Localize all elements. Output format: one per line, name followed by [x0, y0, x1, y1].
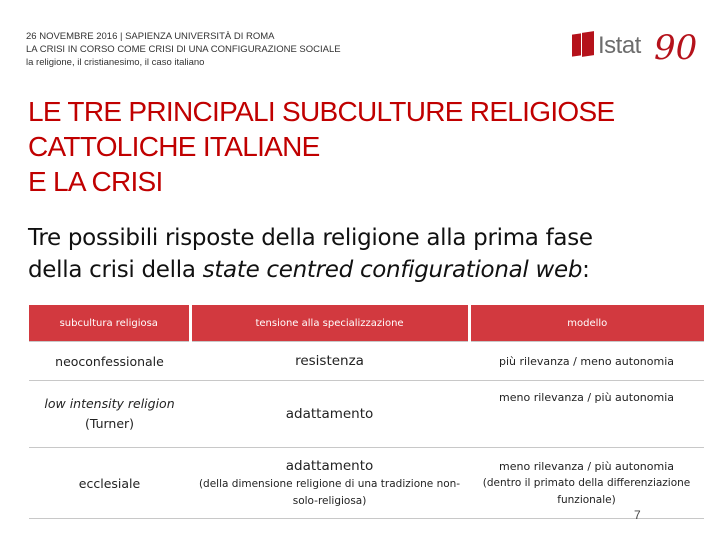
table-row — [29, 448, 704, 519]
logo-block-icon — [572, 33, 581, 56]
istat-logo — [572, 28, 697, 70]
title-line-1: LE TRE PRINCIPALI SUBCULTURE RELIGIOSE — [28, 96, 615, 127]
cell-tensione: adattamento — [190, 381, 469, 448]
slide-title — [28, 94, 698, 199]
cell-modello-note: (dentro il primato della differenziazione funzionale) — [482, 476, 691, 506]
subtitle-line-2 — [28, 254, 708, 286]
logo-number: 90 — [654, 28, 698, 68]
cell-subcultura-note: (Turner) — [84, 416, 135, 431]
table-row — [29, 342, 704, 381]
cell-subcultura: neoconfessionale — [29, 342, 190, 381]
subtitle-line-2-em: state centred configurational web — [202, 257, 583, 283]
slide-subtitle — [28, 222, 708, 286]
header-tensione: tensione alla specializzazione — [190, 305, 469, 342]
logo-word: Istat — [598, 32, 641, 59]
subtitle-line-2-pre: della crisi della — [28, 257, 203, 283]
subtitle-line-1: Tre possibili risposte della religione alla prima fase — [28, 225, 593, 251]
cell-tensione-note: (della dimensione religione di una tradizione non-solo-religiosa) — [198, 478, 461, 507]
cell-modello — [469, 448, 704, 519]
page-number: 7 — [634, 508, 641, 522]
table-header-row — [29, 305, 704, 342]
subcultures-table — [29, 305, 704, 519]
cell-subcultura-main: low intensity religion — [44, 396, 175, 411]
header-subcultura: subcultura religiosa — [29, 305, 190, 342]
subtitle-line-2-post: : — [582, 257, 590, 283]
cell-tensione: resistenza — [190, 342, 469, 381]
header-line-1: 26 NOVEMBRE 2016 | SAPIENZA UNIVERSITÀ DI ROMA — [26, 31, 275, 42]
cell-subcultura — [29, 381, 190, 448]
slide-header — [26, 30, 496, 69]
cell-tensione — [190, 448, 469, 519]
cell-modello: meno rilevanza / più autonomia — [469, 381, 704, 448]
cell-modello: più rilevanza / meno autonomia — [469, 342, 704, 381]
cell-subcultura: ecclesiale — [29, 448, 190, 519]
header-line-2: LA CRISI IN CORSO COME CRISI DI UNA CONFIGURAZIONE SOCIALE — [26, 44, 341, 55]
header-line-3: la religione, il cristianesimo, il caso italiano — [26, 57, 205, 68]
cell-modello-main: meno rilevanza / più autonomia — [499, 459, 675, 473]
cell-tensione-main: adattamento — [285, 458, 374, 474]
header-modello: modello — [469, 305, 704, 342]
title-line-2: CATTOLICHE ITALIANE — [28, 131, 320, 162]
logo-block-icon-2 — [582, 31, 594, 57]
table-row — [29, 381, 704, 448]
title-line-3: E LA CRISI — [28, 166, 163, 197]
